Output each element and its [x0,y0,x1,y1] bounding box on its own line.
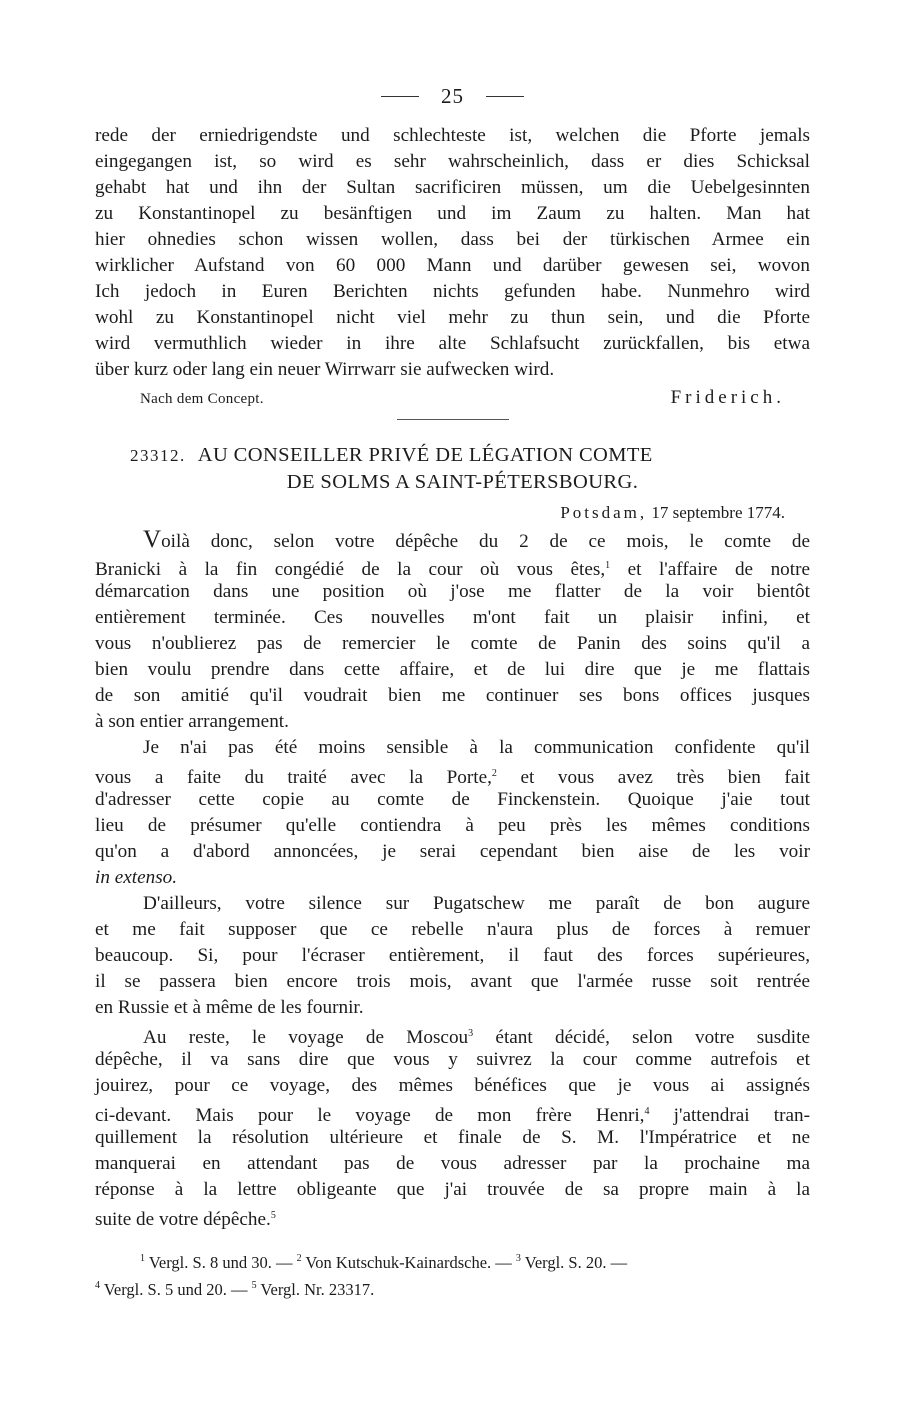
text-line [95,1099,810,1125]
letter-heading [95,442,810,495]
text-span: j'attendrai tran- [649,1105,810,1126]
text-span: Branicki à la fin congédié de la cour où vous êtes, [95,559,606,580]
header-rule-left [381,96,419,97]
text-line: en Russie et à même de les fournir. [95,997,364,1018]
text-span: Au reste, le voyage de Moscou [143,1027,469,1048]
text-span: ci-devant. Mais pour le voyage de mon frère Henri, [95,1105,645,1126]
page-header [95,84,810,109]
footnote-line [95,1247,810,1274]
text-line: rede der erniedrigendste und schlechteste ist, welchen die Pforte jemals [95,125,810,146]
initial-letter: V [143,526,162,553]
section-divider [397,419,509,420]
footnote-number: 2 [296,1253,302,1264]
text-line: gehabt hat und ihn der Sultan sacrificiren müssen, um die Uebelgesinnten [95,177,810,198]
page-number: 25 [441,84,464,108]
place-date [95,503,810,523]
text-line: lieu de présumer qu'elle contiendra à peu près les mêmes conditions [95,815,810,836]
text-line: bien voulu prendre dans cette affaire, et de lui dire que je me flattais [95,659,810,680]
letter-number: 23312. [130,446,186,465]
text-line: hier ohnedies schon wissen wollen, dass bei der türkischen Armee ein [95,229,810,250]
text-line [95,761,810,787]
paragraph-4 [95,1021,810,1229]
text-line: manquerai en attendant pas de vous adresser par la prochaine ma [95,1153,810,1174]
footnote-text: Vergl. S. 8 und 30. — [148,1253,297,1272]
footnote-number: 5 [251,1280,257,1291]
place: Potsdam, [560,503,648,522]
heading-line-2: DE SOLMS A SAINT-PÉTERSBOURG. [286,471,639,493]
footnote-line [95,1274,810,1301]
text-line: dépêche, il va sans dire que vous y suivrez la cour comme autrefois et [95,1049,810,1070]
paragraph-3 [95,891,810,1021]
text-line: D'ailleurs, votre silence sur Pugatschew me paraît de bon augure [143,893,810,914]
text-line: à son entier arrangement. [95,711,289,732]
footnote-text: Vergl. S. 20. — [524,1253,628,1272]
footnote-number: 3 [515,1253,521,1264]
footnotes [95,1247,810,1301]
text-line [95,527,810,553]
footnote-text: Von Kutschuk-Kainardsche. — [305,1253,516,1272]
text-line: qu'on a d'abord annoncées, je serai cependant bien aise de les voir [95,841,810,862]
italic-text-line: in extenso. [95,867,178,888]
text-span: et vous avez très bien fait [496,767,810,788]
heading-line-1: AU CONSEILLER PRIVÉ DE LÉGATION COMTE [197,444,653,466]
footnote-ref: 3 [468,1028,474,1039]
signature-row [95,387,810,409]
text-line: wird vermuthlich wieder in ihre alte Schlafsucht zurückfallen, bis etwa [95,333,810,354]
footnote-number: 4 [95,1280,100,1291]
paragraph-2 [95,735,810,891]
text-line: wirklicher Aufstand von 60 000 Mann und darüber gewesen sei, wovon [95,255,810,276]
text-line: démarcation dans une position où j'ose me flatter de la voir bientôt [95,581,810,602]
text-line: vous n'oublierez pas de remercier le comte de Panin des soins qu'il a [95,633,810,654]
footnote-text: Vergl. Nr. 23317. [260,1280,375,1299]
footnote-ref: 2 [491,768,497,779]
text-line [95,1021,810,1047]
footnote-ref: 4 [644,1106,650,1117]
footnote-ref: 5 [270,1210,276,1221]
date: 17 septembre 1774. [651,503,785,522]
footnote-number: 1 [140,1253,145,1264]
text-line: jouirez, pour ce voyage, des mêmes bénéfices que je vous ai assignés [95,1075,810,1096]
text-span: suite de votre dépêche. [95,1209,271,1230]
text-line: et me fait supposer que ce rebelle n'aura plus de forces à remuer [95,919,810,940]
text-span: oilà donc, selon votre dépêche du 2 de ce mois, le comte de [161,531,810,552]
text-line: d'adresser cette copie au comte de Finckenstein. Quoique j'aie tout [95,789,810,810]
text-line: il se passera bien encore trois mois, avant que l'armée russe soit rentrée [95,971,810,992]
text-line [95,1203,810,1229]
text-line: beaucoup. Si, pour l'écraser entièrement, il faut des forces supérieures, [95,945,810,966]
text-line: entièrement terminée. Ces nouvelles m'ont fait un plaisir infini, et [95,607,810,628]
document-page [95,84,810,1301]
text-span: et l'affaire de notre [610,559,810,580]
text-line: zu Konstantinopel zu besänftigen und im Zaum zu halten. Man hat [95,203,810,224]
paragraph-1 [95,527,810,735]
text-line: eingegangen ist, so wird es sehr wahrscheinlich, dass er dies Schicksal [95,151,810,172]
text-line: Ich jedoch in Euren Berichten nichts gefunden habe. Nunmehro wird [95,281,810,302]
signature: Friderich. [670,387,785,408]
text-line: quillement la résolution ultérieure et finale de S. M. l'Impératrice et ne [95,1127,810,1148]
text-line: de son amitié qu'il voudrait bien me continuer ses bons offices jusques [95,685,810,706]
text-line: wohl zu Konstantinopel nicht viel mehr zu thun sein, und die Pforte [95,307,810,328]
footnote-text: Vergl. S. 5 und 20. — [103,1280,252,1299]
footnote-ref: 1 [605,560,611,571]
text-line: Je n'ai pas été moins sensible à la communication confidente qu'il [143,737,810,758]
text-line: über kurz oder lang ein neuer Wirrwarr sie aufwecken wird. [95,359,555,380]
text-line: réponse à la lettre obligeante que j'ai trouvée de sa propre main à la [95,1179,810,1200]
text-span: vous a faite du traité avec la Porte, [95,767,492,788]
text-span: étant décidé, selon votre susdite [473,1027,810,1048]
source-note: Nach dem Concept. [140,391,264,407]
letter-1-body [95,123,810,383]
text-line [95,553,810,579]
header-rule-right [486,96,524,97]
